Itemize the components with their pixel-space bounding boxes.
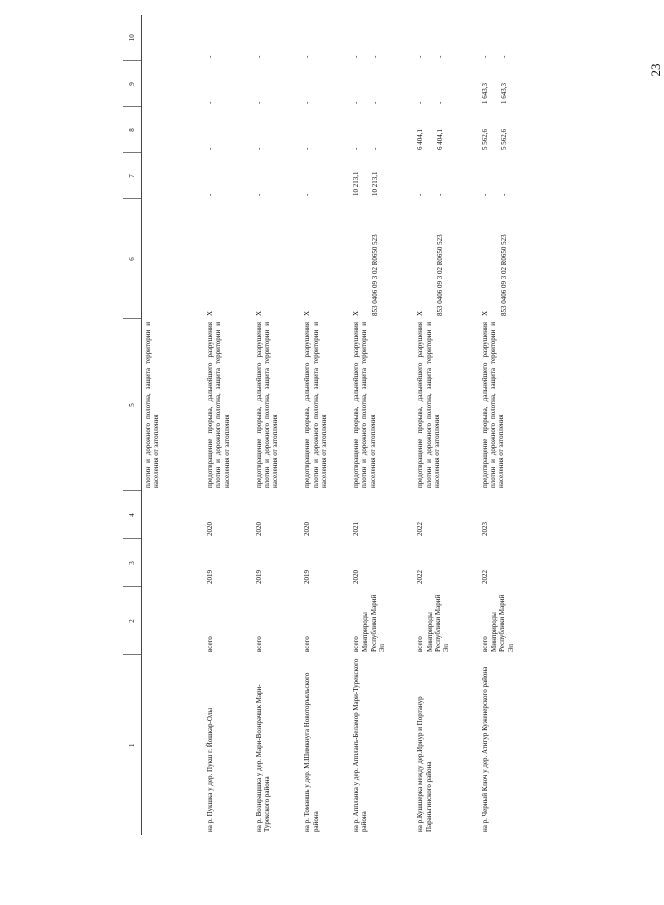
- cell-col-1-object: [479, 655, 543, 835]
- cell-col-10-amount-value: -: [303, 55, 312, 58]
- cell-col-8-amount-line2: -: [371, 147, 380, 150]
- cell-col-8-amount-value: -: [254, 147, 263, 150]
- table-row: [350, 15, 414, 835]
- cell-col-3-year-start: [301, 539, 350, 587]
- header-col-4: 4: [123, 491, 142, 539]
- cell-col-10-amount: [301, 15, 350, 61]
- cell-col-8-amount: [204, 107, 253, 153]
- cell-col-4-year-end: [204, 491, 253, 539]
- cell-col-8-amount: [350, 107, 414, 153]
- cell-col-3-year-start: [253, 539, 302, 587]
- cell-col-3-year-start: [414, 539, 478, 587]
- cell-col-10-amount: [479, 15, 543, 61]
- cell-col-10-amount-value: -: [480, 55, 489, 58]
- header-col-7: 7: [123, 153, 142, 199]
- cell-col-9-amount-value: -: [254, 101, 263, 104]
- table-row: [479, 15, 543, 835]
- cell-col-1-object: [253, 655, 302, 835]
- cell-col-4-year-end: [350, 491, 414, 539]
- cell-col-10-amount-line2: -: [500, 55, 509, 58]
- cell-col-3-year-start-value: 2019: [303, 570, 312, 584]
- header-col-9: 9: [123, 61, 142, 107]
- cell-col-6-code: [253, 199, 302, 319]
- cell-col-3-year-start-value: 2020: [351, 570, 360, 584]
- table-row: [414, 15, 478, 835]
- cell-col-3-year-start: [204, 539, 253, 587]
- cell-col-1-object-value: на р. Пукшка у дер. Пукш г. Йошкар-Олы: [206, 707, 214, 832]
- cell-col-1-object-value: на р.Кушшерка между дер.Ирнур и Портанур Параньгинского района: [416, 696, 433, 832]
- cell-col-2-source-value: всего: [480, 636, 489, 652]
- cell-col-4-year-end-value: 2021: [351, 522, 360, 536]
- cell-col-6-code-value: Х: [351, 310, 360, 316]
- cell-col-5-purpose-value: предотвращение прорыва, дальнейшего разрушения плотин и дорожного полотна, защита территории и населения от затопления: [303, 322, 329, 488]
- cell-col-4-year-end-value: 2022: [416, 522, 425, 536]
- cell-col-6-code: [414, 199, 478, 319]
- cell-col-2-source: [301, 587, 350, 655]
- cell-col-7-amount-value: -: [416, 193, 425, 196]
- cell-col-5-purpose: [479, 319, 543, 491]
- budget-table: [123, 15, 543, 835]
- cell-col-10-amount-value: -: [254, 55, 263, 58]
- rotated-table-wrapper: [123, 34, 543, 835]
- cell-col-7-amount-value: 10 213,1: [351, 171, 360, 196]
- cell-col-8-amount: [479, 107, 543, 153]
- cell-col-7-amount: [350, 153, 414, 199]
- cell-col-9-amount-value: 1 643,3: [480, 83, 489, 104]
- cell-col-2-source: [253, 587, 302, 655]
- cell-col-2-source: [204, 587, 253, 655]
- cell-col-7-amount-line2: -: [500, 193, 509, 196]
- cell-col-1-object-value: на р. Аппланка у дер. Аппланъ-Беламор Мари-Турекского района: [351, 658, 369, 832]
- cell-col-9-amount-line2: -: [371, 101, 380, 104]
- cell-col-2-source-line2: Минприроды Республики Марий Эл: [425, 594, 451, 652]
- table-body: [123, 15, 543, 835]
- cell-col-9-amount: [479, 61, 543, 107]
- cell-col-4-year-end: [301, 491, 350, 539]
- cell-col-5-purpose: [301, 319, 350, 491]
- continuation-row: [142, 15, 205, 835]
- cell-col-1-object: [301, 655, 350, 835]
- cell-col-4-year-end: [414, 491, 478, 539]
- header-col-2: 2: [123, 587, 142, 655]
- cell-col-4-year-end-value: 2020: [206, 522, 214, 536]
- cell-col-8-amount: [253, 107, 302, 153]
- cell-col-10-amount: [204, 15, 253, 61]
- cell-col-6-code-value: Х: [480, 310, 489, 316]
- cell-col-4-year-end: [479, 491, 543, 539]
- cell-col-10-amount-value: -: [351, 55, 360, 58]
- cell-col-1-object: [350, 655, 414, 835]
- cell-col-2-source: [414, 587, 478, 655]
- cell-col-1-object-value: на р. Вознращшка у дер. Мари-Вознрачшк Мари-Турекского района: [254, 684, 272, 832]
- cell-col-10-amount-line2: -: [435, 55, 444, 58]
- header-col-8: 8: [123, 107, 142, 153]
- cell-col-10-amount: [414, 15, 478, 61]
- cell-col-5-purpose: [253, 319, 302, 491]
- header-col-10: 10: [123, 15, 142, 61]
- cell-col-3-year-start-value: 2019: [254, 570, 263, 584]
- table-row: [253, 15, 302, 835]
- cell-col-9-amount: [414, 61, 478, 107]
- cell-col-4-year-end-value: 2023: [480, 522, 489, 536]
- cell-col-3-year-start-value: 2022: [480, 570, 489, 584]
- cell-col-2-source-value: всего: [254, 636, 263, 652]
- header-col-1: 1: [123, 655, 142, 835]
- header-row: [123, 15, 142, 835]
- cell-col-2-source: [350, 587, 414, 655]
- cell-col-7-amount-value: -: [303, 193, 312, 196]
- cell-col-8-amount-value: -: [206, 147, 214, 150]
- cell-col-5-purpose-value: предотвращение прорыва, дальнейшего разрушения плотин и дорожного полотна, защита территории и населения от затопления: [206, 322, 231, 488]
- cell-col-6-code: [204, 199, 253, 319]
- cell-col-7-amount: [414, 153, 478, 199]
- cell-col-3-year-start: [350, 539, 414, 587]
- cell-col-4-year-end-value: 2020: [303, 522, 312, 536]
- cell-col-2-source-line2: Минприроды Республики Марий Эл: [361, 594, 387, 652]
- cell-col-7-amount-value: -: [254, 193, 263, 196]
- cell-col-7-amount: [253, 153, 302, 199]
- cell-col-8-amount: [301, 107, 350, 153]
- cell-col-2-source-line2: Минприроды Республики Марий Эл: [490, 594, 515, 652]
- cell-col-9-amount-value: -: [303, 101, 312, 104]
- cell-col-9-amount: [301, 61, 350, 107]
- cell-col-7-amount: [204, 153, 253, 199]
- cell-col-7-amount-value: -: [480, 193, 489, 196]
- cell-col-9-amount: [204, 61, 253, 107]
- cell-col-2-source-value: всего: [303, 636, 312, 652]
- cell-col-9-amount-value: -: [416, 101, 425, 104]
- cell-col-1-object: [204, 655, 253, 835]
- table-row: [301, 15, 350, 835]
- header-col-3: 3: [123, 539, 142, 587]
- cell-col-9-amount-line2: 1 643,3: [500, 83, 509, 104]
- cell-col-6-code: [479, 199, 543, 319]
- cell-col-10-amount: [253, 15, 302, 61]
- cell-col-9-amount: [350, 61, 414, 107]
- cell-col-6-code-line2: 853 0406 09 3 02 R0650 523: [371, 234, 380, 316]
- cell-col-1-object: [414, 655, 478, 835]
- cell-col-5-purpose: [350, 319, 414, 491]
- cell-col-2-source-value: всего: [351, 636, 360, 652]
- cell-col-8-amount: [414, 107, 478, 153]
- cell-col-6-code-value: Х: [206, 310, 214, 316]
- header-col-6: 6: [123, 199, 142, 319]
- cell-col-6-code-line2: 853 0406 09 3 02 R0650 523: [500, 234, 509, 316]
- cell-col-6-code: [301, 199, 350, 319]
- cell-col-5-purpose: [414, 319, 478, 491]
- cell-col-10-amount-value: -: [416, 55, 425, 58]
- cell-col-5-purpose-value: предотвращение прорыва, дальнейшего разрушения плотин и дорожного полотна, защита территории и населения от затопления: [416, 322, 442, 488]
- cell-col-6-code-line2: 853 0406 09 3 02 R0650 523: [435, 234, 444, 316]
- cell-col-7-amount: [301, 153, 350, 199]
- cell-col-5-purpose-value: предотвращение прорыва, дальнейшего разрушения плотин и дорожного полотна, защита территории и населения от затопления: [351, 322, 377, 488]
- cell-col-1-object-value: на р. Черный Ключ у дер. Атигур Куженерского района: [480, 666, 489, 832]
- cell-col-8-amount-line2: 6 404,1: [435, 129, 444, 150]
- cell-col-1-object-value: на р. Томаншь у дер. М.Шимкнуга Новоторъяльского района: [303, 672, 320, 832]
- cell-col-8-amount-value: -: [303, 147, 312, 150]
- cell-col-10-amount-value: -: [206, 55, 214, 58]
- continuation-text: плотин и дорожного полотна, защита территории и населения от затопления: [144, 322, 161, 488]
- cell-col-5-purpose-value: предотвращение прорыва, дальнейшего разрушения плотин и дорожного полотна, защита территории и населения от затопления: [254, 322, 280, 488]
- cell-col-9-amount: [253, 61, 302, 107]
- cell-col-5-purpose-value: предотвращение прорыва, дальнейшего разрушения плотин и дорожного полотна, защита территории и населения от затопления: [480, 322, 506, 488]
- cell-col-10-amount: [350, 15, 414, 61]
- cell-col-9-amount-value: -: [351, 101, 360, 104]
- cell-col-8-amount-value: 6 404,1: [416, 129, 425, 150]
- cell-col-4-year-end: [253, 491, 302, 539]
- cell-col-9-amount-value: -: [206, 101, 214, 104]
- cell-col-2-source-value: всего: [206, 636, 214, 652]
- cell-col-4-year-end-value: 2020: [254, 522, 263, 536]
- cell-col-6-code-value: Х: [303, 310, 312, 316]
- cell-col-8-amount-line2: 5 562,6: [500, 129, 509, 150]
- table-row: [204, 15, 253, 835]
- cell-col-2-source-value: всего: [416, 636, 425, 652]
- cell-col-8-amount-value: -: [351, 147, 360, 150]
- cell-col-3-year-start-value: 2022: [416, 570, 425, 584]
- cell-col-10-amount-line2: -: [371, 55, 380, 58]
- cell-col-7-amount-line2: 10 213,1: [371, 171, 380, 196]
- cell-col-9-amount-line2: -: [435, 101, 444, 104]
- page-number: 23: [648, 63, 663, 77]
- cell-col-7-amount: [479, 153, 543, 199]
- cell-col-3-year-start: [479, 539, 543, 587]
- cell-col-3-year-start-value: 2019: [206, 570, 214, 584]
- cell-col-7-amount-value: -: [206, 193, 214, 196]
- cell-col-8-amount-value: 5 562,6: [480, 129, 489, 150]
- cell-col-6-code: [350, 199, 414, 319]
- header-col-5: 5: [123, 319, 142, 491]
- cell-col-7-amount-line2: -: [435, 193, 444, 196]
- cell-col-2-source: [479, 587, 543, 655]
- cell-col-6-code-value: Х: [254, 310, 263, 316]
- cell-col-6-code-value: Х: [416, 310, 425, 316]
- cell-col-5-purpose: [204, 319, 253, 491]
